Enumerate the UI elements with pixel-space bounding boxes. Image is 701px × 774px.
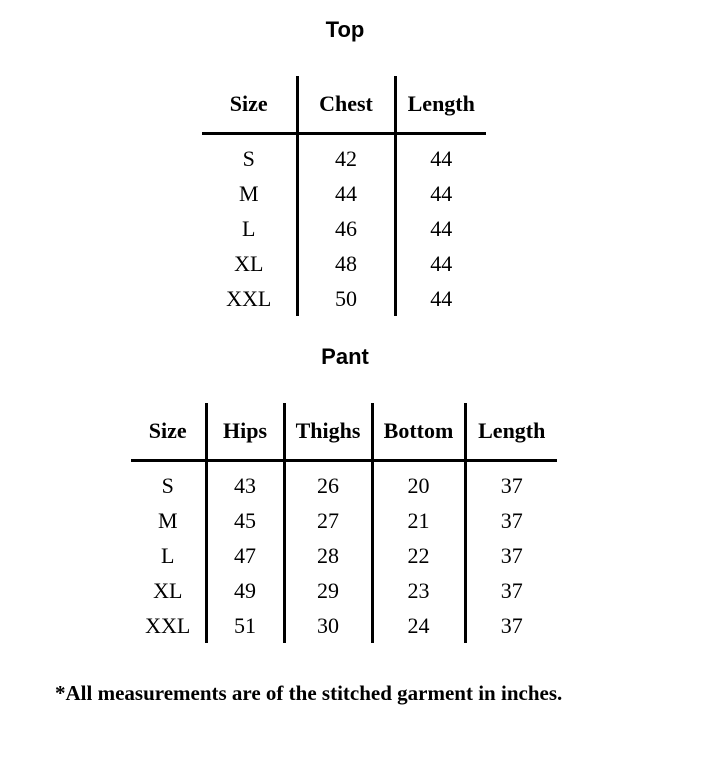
column-header-size: Size: [131, 403, 206, 461]
table-cell: 24: [372, 608, 465, 643]
column-header-length: Length: [465, 403, 557, 461]
table-row: [202, 246, 486, 281]
table-row: [202, 211, 486, 246]
table-cell: 49: [206, 573, 284, 608]
table-cell: 43: [206, 461, 284, 504]
table-header-row: [131, 403, 557, 461]
table-cell: S: [161, 472, 174, 498]
table-cell: XL: [153, 577, 183, 603]
table-cell: XL: [234, 250, 264, 276]
top-section-title: Top: [325, 17, 365, 42]
table-cell: 37: [465, 503, 557, 538]
table-cell: 28: [284, 538, 372, 573]
column-header-size: Size: [202, 76, 297, 134]
table-cell: 47: [206, 538, 284, 573]
table-row: [202, 134, 486, 177]
measurement-footnote: *All measurements are of the stitched garment in inches.: [55, 681, 563, 705]
table-cell: 45: [206, 503, 284, 538]
pant-section-title: Pant: [321, 344, 369, 369]
table-cell: 27: [284, 503, 372, 538]
table-cell: XXL: [145, 612, 191, 638]
table-cell: 44: [297, 176, 395, 211]
table-cell: 46: [297, 211, 395, 246]
table-row: [131, 573, 557, 608]
table-cell: L: [242, 215, 256, 241]
table-cell: L: [161, 542, 175, 568]
table-cell: 37: [465, 608, 557, 643]
table-cell: 37: [465, 538, 557, 573]
column-header-chest: Chest: [297, 76, 395, 134]
table-row: [202, 176, 486, 211]
table-cell: S: [242, 145, 255, 171]
table-cell: 51: [206, 608, 284, 643]
table-cell: M: [238, 180, 259, 206]
table-cell: 26: [284, 461, 372, 504]
table-row: [131, 608, 557, 643]
table-cell: 50: [297, 281, 395, 316]
table-row: [202, 281, 486, 316]
table-cell: 44: [395, 176, 486, 211]
table-header-row: [202, 76, 486, 134]
pant-size-table: [131, 403, 557, 643]
table-cell: 44: [395, 211, 486, 246]
top-size-table: [202, 76, 486, 316]
column-header-bottom: Bottom: [372, 403, 465, 461]
table-cell: XXL: [226, 285, 272, 311]
column-header-hips: Hips: [206, 403, 284, 461]
table-cell: 42: [297, 134, 395, 177]
column-header-length: Length: [395, 76, 486, 134]
table-cell: 30: [284, 608, 372, 643]
table-cell: 37: [465, 461, 557, 504]
table-cell: 44: [395, 134, 486, 177]
table-cell: 23: [372, 573, 465, 608]
table-cell: 44: [395, 246, 486, 281]
table-cell: M: [157, 507, 178, 533]
table-cell: 22: [372, 538, 465, 573]
table-row: [131, 503, 557, 538]
table-row: [131, 461, 557, 504]
column-header-thighs: Thighs: [284, 403, 372, 461]
table-cell: 48: [297, 246, 395, 281]
table-cell: 37: [465, 573, 557, 608]
table-cell: 29: [284, 573, 372, 608]
table-cell: 20: [372, 461, 465, 504]
table-cell: 44: [395, 281, 486, 316]
table-cell: 21: [372, 503, 465, 538]
table-row: [131, 538, 557, 573]
